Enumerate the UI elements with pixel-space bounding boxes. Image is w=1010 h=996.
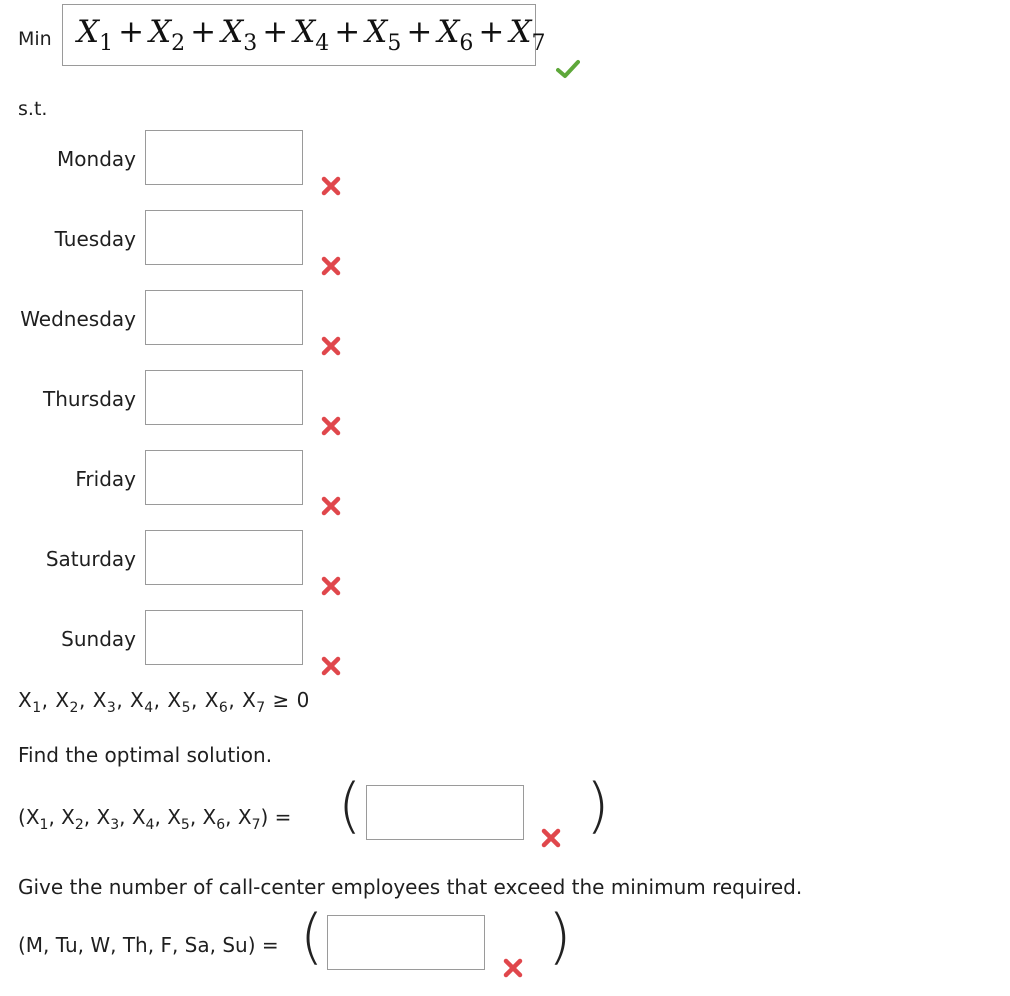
equals-sign: = (261, 933, 279, 957)
constraint-label-tuesday: Tuesday (54, 227, 136, 251)
constraint-label-sunday: Sunday (61, 627, 136, 651)
x-icon (320, 575, 342, 597)
objective-term: $X_3$ (221, 14, 258, 56)
x-icon (502, 957, 524, 979)
variable: $X_6$ (204, 688, 229, 716)
optimal-solution-input[interactable] (366, 785, 524, 840)
constraint-input-friday[interactable] (145, 450, 303, 505)
close-paren: ) (586, 771, 610, 841)
variable: $X_7$ (237, 805, 261, 833)
plus-sign: + (190, 14, 217, 50)
constraint-input-tuesday[interactable] (145, 210, 303, 265)
variable: $X_2$ (61, 805, 84, 833)
objective-term: $X_4$ (293, 14, 330, 56)
excess-tuple-label (18, 933, 279, 957)
constraint-label-saturday: Saturday (45, 547, 136, 571)
x-icon (320, 335, 342, 357)
st-label: s.t. (18, 98, 48, 120)
optimal-prompt: Find the optimal solution. (18, 743, 273, 767)
open-paren: ( (338, 771, 362, 841)
variable: $X_6$ (202, 805, 226, 833)
x-icon (320, 255, 342, 277)
optimal-tuple-label: ($X_1$, $X_2$, $X_3$, $X_4$, $X_5$, $X_6$, $X_7$) = (18, 805, 292, 833)
objective-term: $X_5$ (365, 14, 402, 56)
min-label: Min (18, 28, 52, 50)
constraint-label-monday: Monday (57, 147, 136, 171)
plus-sign: + (118, 14, 145, 50)
variable: $X_1$ (18, 688, 42, 716)
variable: $X_4$ (131, 805, 155, 833)
plus-sign: + (262, 14, 289, 50)
plus-sign: + (334, 14, 361, 50)
equals-sign: = (274, 805, 292, 829)
variable: $X_3$ (96, 805, 120, 833)
constraint-input-thursday[interactable] (145, 370, 303, 425)
variable: $X_5$ (167, 688, 191, 716)
variable: $X_7$ (242, 688, 266, 716)
close-paren: ) (548, 902, 572, 972)
constraint-input-wednesday[interactable] (145, 290, 303, 345)
objective-term: $X_2$ (149, 14, 186, 56)
variable: $X_4$ (130, 688, 154, 716)
objective-input[interactable] (62, 4, 546, 66)
check-icon (556, 59, 580, 79)
x-icon (320, 655, 342, 677)
nonnegativity-constraint: $X_1$, $X_2$, $X_3$, $X_4$, $X_5$, $X_6$, $X_7 \ge 0$ (18, 688, 310, 716)
constraint-label-thursday: Thursday (43, 387, 136, 411)
constraint-label-friday: Friday (75, 467, 136, 491)
variable: $X_3$ (92, 688, 117, 716)
constraint-input-sunday[interactable] (145, 610, 303, 665)
constraint-label-wednesday: Wednesday (20, 307, 136, 331)
nonneg-rhs: ≥ 0 (272, 688, 310, 712)
excess-prompt: Give the number of call-center employees that exceed the minimum required. (18, 875, 803, 899)
plus-sign: + (406, 14, 433, 50)
constraint-input-monday[interactable] (145, 130, 303, 185)
excess-input[interactable] (327, 915, 485, 970)
x-icon (320, 415, 342, 437)
plus-sign: + (478, 14, 505, 50)
objective-term: $X_7$ (509, 14, 546, 56)
excess-tuple-text: (M, Tu, W, Th, F, Sa, Su) (18, 933, 256, 957)
objective-expression (77, 14, 545, 56)
objective-term: $X_1$ (77, 14, 114, 56)
x-icon (540, 827, 562, 849)
variable: $X_5$ (167, 805, 190, 833)
x-icon (320, 175, 342, 197)
x-icon (320, 495, 342, 517)
open-paren: ( (300, 902, 324, 972)
variable: $X_1$ (25, 805, 49, 833)
constraint-input-saturday[interactable] (145, 530, 303, 585)
variable: $X_2$ (55, 688, 79, 716)
objective-term: $X_6$ (437, 14, 474, 56)
